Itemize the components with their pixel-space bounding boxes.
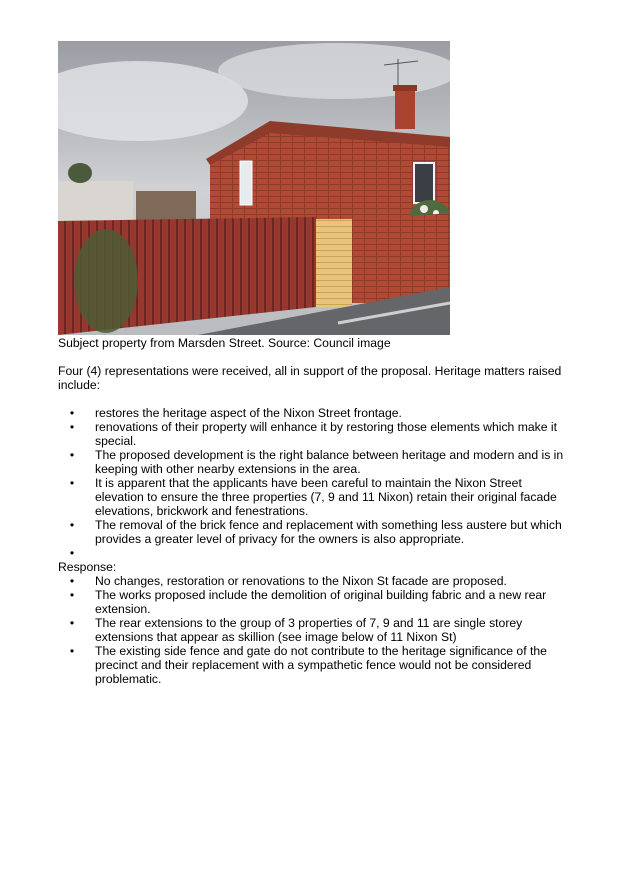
list-item-text: The existing side fence and gate do not contribute to the heritage significance of the precinct and their replacement with a sympathetic fence would not be considered problematic. [95,644,547,686]
property-photo-illustration [58,41,450,335]
intro-paragraph: Four (4) representations were received, all in support of the proposal. Heritage matters raised include: [58,364,562,392]
list-item [58,616,568,644]
chimney [395,89,415,129]
response-heading: Response: [58,560,117,574]
bullet-glyph: • [69,644,75,658]
photo-caption: Subject property from Marsden Street. Source: Council image [58,336,391,350]
body-text [58,336,568,686]
window [414,163,434,203]
bullet-glyph: • [69,616,75,630]
list-item [58,420,568,448]
bullet-glyph: • [69,546,75,560]
distant-building [58,181,133,221]
window [240,161,252,205]
bullet-glyph: • [69,406,75,420]
list-item [58,448,568,476]
list-item [58,644,568,686]
response-list [58,574,568,686]
representation-list [58,406,568,560]
bullet-glyph: • [69,518,75,532]
list-item [58,476,568,518]
bullet-glyph: • [69,448,75,462]
bullet-glyph: • [69,420,75,434]
tree [68,163,92,183]
list-item [58,546,568,560]
list-item-text: The rear extensions to the group of 3 properties of 7, 9 and 11 are single storey extensions that appear as skillion (see image below of 11 Nixon St) [95,616,523,644]
list-item-text: The removal of the brick fence and replacement with something less austere but which provides a greater level of privacy for the owners is also appropriate. [95,518,562,546]
list-item-text: The proposed development is the right balance between heritage and modern and is in keeping with other nearby extensions in the area. [95,448,564,476]
list-item-text: restores the heritage aspect of the Nixon Street frontage. [95,406,402,420]
climbing-vine [74,229,138,333]
bullet-glyph: • [69,476,75,490]
list-item-text: renovations of their property will enhance it by restoring those elements which make it special. [95,420,558,448]
list-item [58,574,568,588]
list-item-text: The works proposed include the demolition of original building fabric and a new rear extension. [95,588,547,616]
list-item [58,588,568,616]
list-item-text: It is apparent that the applicants have been careful to maintain the Nixon Street elevation to ensure the three properties (7, 9 and 11 Nixon) retain their original facade elevations, brickwork and fenestrations. [95,476,557,518]
flower [420,205,428,213]
cream-brick-pier [316,219,352,307]
bullet-glyph: • [69,574,75,588]
distant-building [136,191,196,221]
list-item-text: No changes, restoration or renovations to the Nixon St facade are proposed. [95,574,507,588]
property-photo [58,41,450,335]
list-item [58,518,568,546]
brick-fence [348,213,450,303]
chimney-cap [393,85,417,91]
list-item [58,406,568,420]
bullet-glyph: • [69,588,75,602]
